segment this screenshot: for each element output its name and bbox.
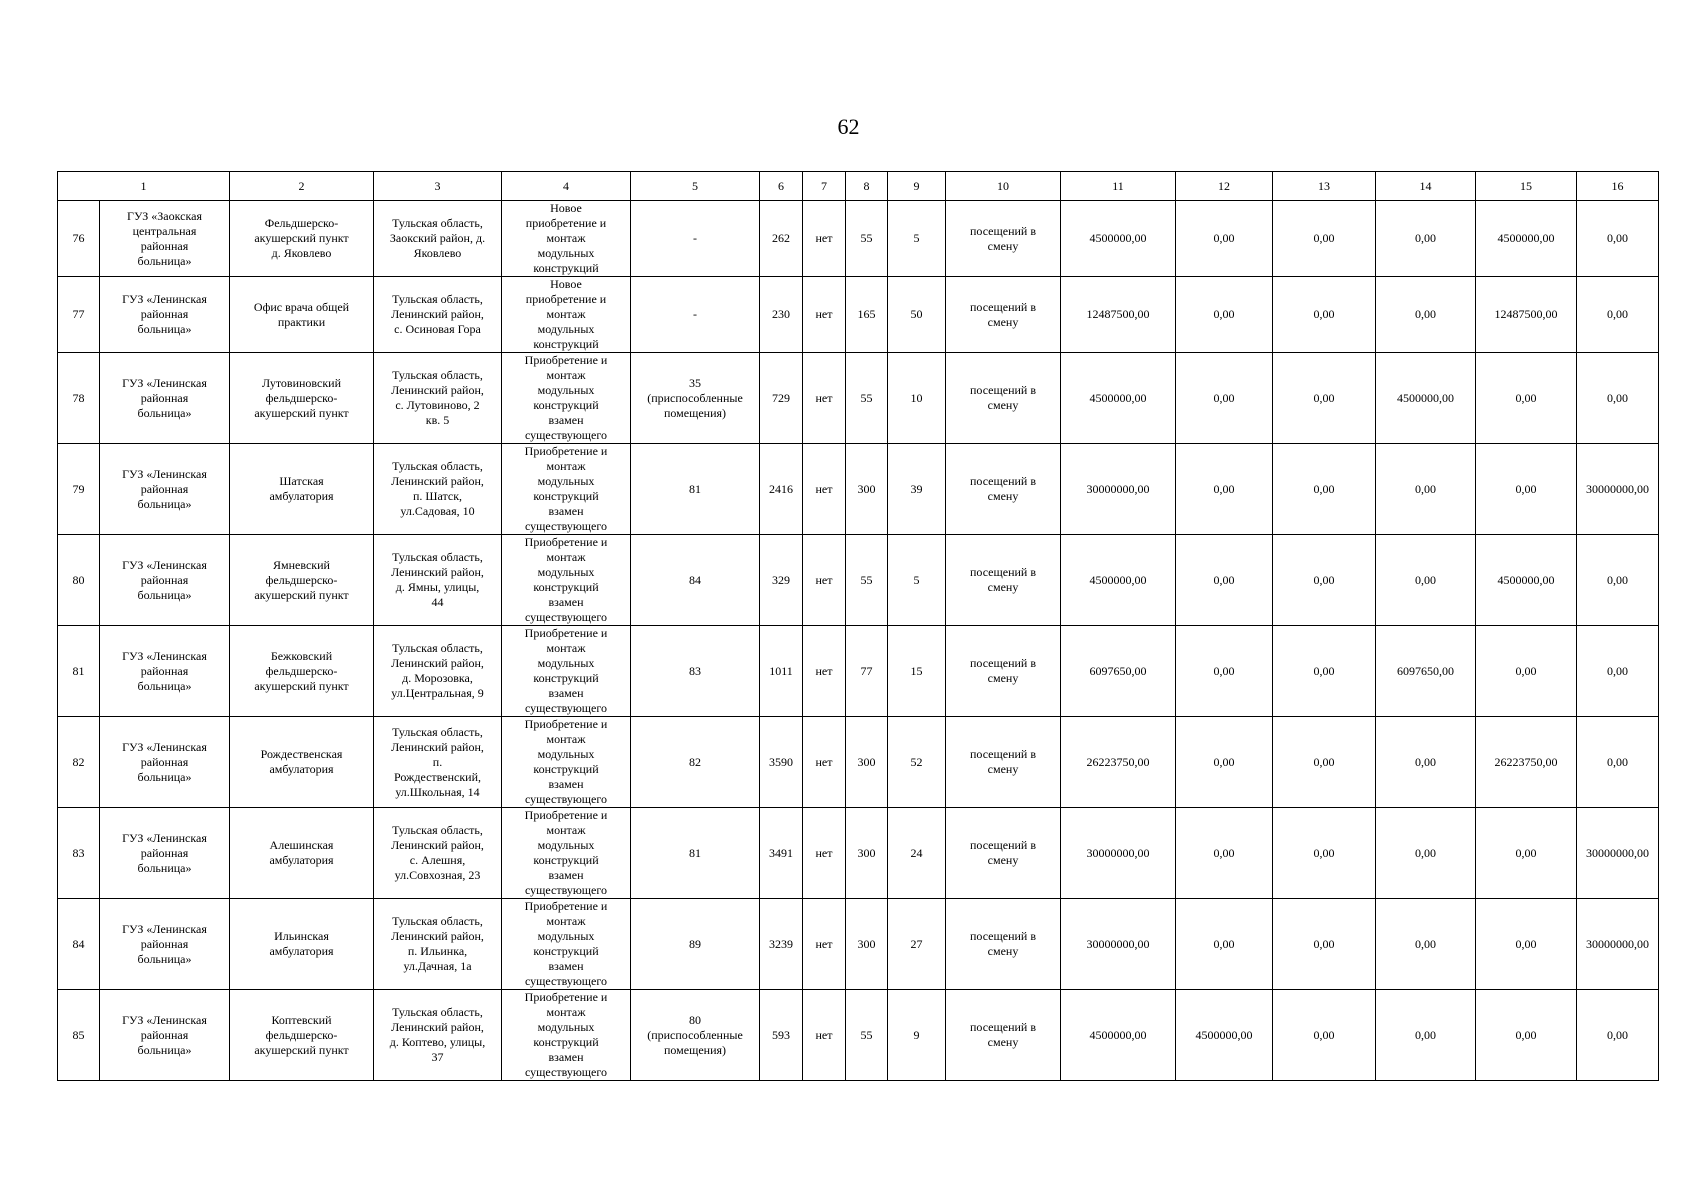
existing-building-cell: -: [631, 277, 760, 353]
capacity-unit-cell: посещений в смену: [946, 990, 1061, 1081]
cost-2020-cell: 0,00: [1273, 717, 1376, 808]
served-population-cell: 262: [760, 201, 803, 277]
cost-2021-cell: 6097650,00: [1376, 626, 1476, 717]
cost-2023-cell: 30000000,00: [1577, 808, 1659, 899]
cost-2022-cell: 12487500,00: [1476, 277, 1577, 353]
facility-name-cell: Алешинская амбулатория: [230, 808, 374, 899]
organization-cell: ГУЗ «Ленинская районная больница»: [100, 717, 230, 808]
facility-name-cell: Лутовиновский фельдшерско- акушерский пункт: [230, 353, 374, 444]
existing-building-cell: 81: [631, 444, 760, 535]
cost-2019-cell: 0,00: [1176, 899, 1273, 990]
header-cell: 1: [58, 172, 230, 201]
cost-2019-cell: 4500000,00: [1176, 990, 1273, 1081]
header-row: [58, 172, 1659, 201]
licence-cell: нет: [803, 626, 846, 717]
organization-cell: ГУЗ «Ленинская районная больница»: [100, 444, 230, 535]
facility-name-cell: Ямневский фельдшерско- акушерский пункт: [230, 535, 374, 626]
licence-cell: нет: [803, 444, 846, 535]
capacity-cell: 300: [846, 899, 888, 990]
row-number-cell: 76: [58, 201, 100, 277]
cost-2020-cell: 0,00: [1273, 277, 1376, 353]
organization-cell: ГУЗ «Ленинская районная больница»: [100, 626, 230, 717]
cost-2022-cell: 0,00: [1476, 626, 1577, 717]
cost-2022-cell: 26223750,00: [1476, 717, 1577, 808]
capacity-unit-cell: посещений в смену: [946, 626, 1061, 717]
capacity-cell: 55: [846, 201, 888, 277]
cost-2021-cell: 0,00: [1376, 535, 1476, 626]
served-population-cell: 1011: [760, 626, 803, 717]
cost-2023-cell: 0,00: [1577, 990, 1659, 1081]
total-cost-cell: 30000000,00: [1061, 444, 1176, 535]
organization-cell: ГУЗ «Ленинская районная больница»: [100, 808, 230, 899]
header-cell: 13: [1273, 172, 1376, 201]
table-row: [58, 808, 1659, 899]
cost-2020-cell: 0,00: [1273, 201, 1376, 277]
row-number-cell: 84: [58, 899, 100, 990]
row-number-cell: 85: [58, 990, 100, 1081]
header-cell: 8: [846, 172, 888, 201]
cost-2019-cell: 0,00: [1176, 277, 1273, 353]
work-type-cell: Приобретение и монтаж модульных конструкций взамен существующего: [502, 808, 631, 899]
staff-cell: 15: [888, 626, 946, 717]
table-row: [58, 899, 1659, 990]
cost-2023-cell: 0,00: [1577, 353, 1659, 444]
table-row: [58, 201, 1659, 277]
work-type-cell: Новое приобретение и монтаж модульных конструкций: [502, 277, 631, 353]
staff-cell: 24: [888, 808, 946, 899]
cost-2020-cell: 0,00: [1273, 808, 1376, 899]
work-type-cell: Приобретение и монтаж модульных конструкций взамен существующего: [502, 626, 631, 717]
organization-cell: ГУЗ «Ленинская районная больница»: [100, 353, 230, 444]
existing-building-cell: 82: [631, 717, 760, 808]
licence-cell: нет: [803, 717, 846, 808]
table-row: [58, 353, 1659, 444]
organization-cell: ГУЗ «Заокская центральная районная больница»: [100, 201, 230, 277]
existing-building-cell: -: [631, 201, 760, 277]
address-cell: Тульская область, Ленинский район, д. Ямны, улицы, 44: [374, 535, 502, 626]
served-population-cell: 2416: [760, 444, 803, 535]
existing-building-cell: 80 (приспособленные помещения): [631, 990, 760, 1081]
staff-cell: 50: [888, 277, 946, 353]
served-population-cell: 3239: [760, 899, 803, 990]
total-cost-cell: 4500000,00: [1061, 990, 1176, 1081]
facility-name-cell: Рождественская амбулатория: [230, 717, 374, 808]
cost-2020-cell: 0,00: [1273, 626, 1376, 717]
cost-2019-cell: 0,00: [1176, 201, 1273, 277]
address-cell: Тульская область, Ленинский район, п. Ильинка, ул.Дачная, 1а: [374, 899, 502, 990]
existing-building-cell: 89: [631, 899, 760, 990]
facility-name-cell: Офис врача общей практики: [230, 277, 374, 353]
total-cost-cell: 4500000,00: [1061, 201, 1176, 277]
capacity-unit-cell: посещений в смену: [946, 444, 1061, 535]
cost-2019-cell: 0,00: [1176, 717, 1273, 808]
staff-cell: 5: [888, 201, 946, 277]
header-cell: 11: [1061, 172, 1176, 201]
cost-2019-cell: 0,00: [1176, 353, 1273, 444]
organization-cell: ГУЗ «Ленинская районная больница»: [100, 277, 230, 353]
staff-cell: 27: [888, 899, 946, 990]
capacity-cell: 55: [846, 353, 888, 444]
organization-cell: ГУЗ «Ленинская районная больница»: [100, 535, 230, 626]
address-cell: Тульская область, Ленинский район, с. Алешня, ул.Совхозная, 23: [374, 808, 502, 899]
header-cell: 2: [230, 172, 374, 201]
total-cost-cell: 30000000,00: [1061, 808, 1176, 899]
row-number-cell: 80: [58, 535, 100, 626]
served-population-cell: 230: [760, 277, 803, 353]
licence-cell: нет: [803, 277, 846, 353]
capacity-cell: 55: [846, 535, 888, 626]
cost-2021-cell: 4500000,00: [1376, 353, 1476, 444]
work-type-cell: Приобретение и монтаж модульных конструкций взамен существующего: [502, 899, 631, 990]
address-cell: Тульская область, Заокский район, д. Яковлево: [374, 201, 502, 277]
table-row: [58, 277, 1659, 353]
cost-2022-cell: 4500000,00: [1476, 535, 1577, 626]
staff-cell: 9: [888, 990, 946, 1081]
staff-cell: 39: [888, 444, 946, 535]
capacity-unit-cell: посещений в смену: [946, 353, 1061, 444]
licence-cell: нет: [803, 353, 846, 444]
cost-2021-cell: 0,00: [1376, 444, 1476, 535]
work-type-cell: Новое приобретение и монтаж модульных конструкций: [502, 201, 631, 277]
cost-2020-cell: 0,00: [1273, 990, 1376, 1081]
capacity-cell: 300: [846, 808, 888, 899]
cost-2019-cell: 0,00: [1176, 535, 1273, 626]
total-cost-cell: 6097650,00: [1061, 626, 1176, 717]
header-cell: 7: [803, 172, 846, 201]
cost-2020-cell: 0,00: [1273, 899, 1376, 990]
cost-2021-cell: 0,00: [1376, 717, 1476, 808]
table-row: [58, 990, 1659, 1081]
cost-2019-cell: 0,00: [1176, 808, 1273, 899]
capacity-unit-cell: посещений в смену: [946, 277, 1061, 353]
served-population-cell: 729: [760, 353, 803, 444]
cost-2020-cell: 0,00: [1273, 535, 1376, 626]
facility-name-cell: Фельдшерско- акушерский пункт д. Яковлево: [230, 201, 374, 277]
cost-2023-cell: 0,00: [1577, 277, 1659, 353]
cost-2023-cell: 30000000,00: [1577, 444, 1659, 535]
cost-2020-cell: 0,00: [1273, 444, 1376, 535]
header-cell: 4: [502, 172, 631, 201]
cost-2022-cell: 0,00: [1476, 353, 1577, 444]
organization-cell: ГУЗ «Ленинская районная больница»: [100, 990, 230, 1081]
existing-building-cell: 83: [631, 626, 760, 717]
staff-cell: 10: [888, 353, 946, 444]
served-population-cell: 329: [760, 535, 803, 626]
cost-2023-cell: 0,00: [1577, 717, 1659, 808]
cost-2020-cell: 0,00: [1273, 353, 1376, 444]
address-cell: Тульская область, Ленинский район, с. Осиновая Гора: [374, 277, 502, 353]
header-cell: 12: [1176, 172, 1273, 201]
work-type-cell: Приобретение и монтаж модульных конструкций взамен существующего: [502, 990, 631, 1081]
row-number-cell: 82: [58, 717, 100, 808]
cost-2019-cell: 0,00: [1176, 626, 1273, 717]
row-number-cell: 78: [58, 353, 100, 444]
cost-2022-cell: 0,00: [1476, 899, 1577, 990]
header-cell: 16: [1577, 172, 1659, 201]
total-cost-cell: 26223750,00: [1061, 717, 1176, 808]
address-cell: Тульская область, Ленинский район, п. Шатск, ул.Садовая, 10: [374, 444, 502, 535]
row-number-cell: 83: [58, 808, 100, 899]
address-cell: Тульская область, Ленинский район, д. Коптево, улицы, 37: [374, 990, 502, 1081]
cost-2023-cell: 30000000,00: [1577, 899, 1659, 990]
capacity-unit-cell: посещений в смену: [946, 808, 1061, 899]
header-cell: 3: [374, 172, 502, 201]
table-row: [58, 626, 1659, 717]
table-row: [58, 444, 1659, 535]
existing-building-cell: 81: [631, 808, 760, 899]
total-cost-cell: 30000000,00: [1061, 899, 1176, 990]
header-cell: 6: [760, 172, 803, 201]
facility-name-cell: Бежковский фельдшерско- акушерский пункт: [230, 626, 374, 717]
served-population-cell: 3590: [760, 717, 803, 808]
facility-name-cell: Шатская амбулатория: [230, 444, 374, 535]
header-cell: 15: [1476, 172, 1577, 201]
work-type-cell: Приобретение и монтаж модульных конструкций взамен существующего: [502, 444, 631, 535]
page-number: 62: [837, 114, 860, 139]
licence-cell: нет: [803, 899, 846, 990]
row-number-cell: 77: [58, 277, 100, 353]
licence-cell: нет: [803, 535, 846, 626]
cost-2021-cell: 0,00: [1376, 277, 1476, 353]
row-number-cell: 79: [58, 444, 100, 535]
table-row: [58, 535, 1659, 626]
capacity-unit-cell: посещений в смену: [946, 535, 1061, 626]
cost-2022-cell: 0,00: [1476, 808, 1577, 899]
row-number-cell: 81: [58, 626, 100, 717]
served-population-cell: 3491: [760, 808, 803, 899]
total-cost-cell: 12487500,00: [1061, 277, 1176, 353]
staff-cell: 52: [888, 717, 946, 808]
staff-cell: 5: [888, 535, 946, 626]
cost-2021-cell: 0,00: [1376, 899, 1476, 990]
cost-2019-cell: 0,00: [1176, 444, 1273, 535]
capacity-cell: 300: [846, 717, 888, 808]
total-cost-cell: 4500000,00: [1061, 353, 1176, 444]
work-type-cell: Приобретение и монтаж модульных конструкций взамен существующего: [502, 353, 631, 444]
facility-name-cell: Ильинская амбулатория: [230, 899, 374, 990]
work-type-cell: Приобретение и монтаж модульных конструкций взамен существующего: [502, 535, 631, 626]
facility-name-cell: Коптевский фельдшерско- акушерский пункт: [230, 990, 374, 1081]
capacity-unit-cell: посещений в смену: [946, 201, 1061, 277]
cost-2022-cell: 0,00: [1476, 444, 1577, 535]
cost-2021-cell: 0,00: [1376, 201, 1476, 277]
work-type-cell: Приобретение и монтаж модульных конструкций взамен существующего: [502, 717, 631, 808]
capacity-unit-cell: посещений в смену: [946, 899, 1061, 990]
organization-cell: ГУЗ «Ленинская районная больница»: [100, 899, 230, 990]
capacity-cell: 165: [846, 277, 888, 353]
cost-2022-cell: 0,00: [1476, 990, 1577, 1081]
cost-2021-cell: 0,00: [1376, 808, 1476, 899]
cost-2023-cell: 0,00: [1577, 201, 1659, 277]
header-cell: 14: [1376, 172, 1476, 201]
cost-2023-cell: 0,00: [1577, 535, 1659, 626]
cost-2023-cell: 0,00: [1577, 626, 1659, 717]
data-table: [57, 171, 1659, 1081]
licence-cell: нет: [803, 990, 846, 1081]
header-cell: 9: [888, 172, 946, 201]
capacity-cell: 55: [846, 990, 888, 1081]
table-row: [58, 717, 1659, 808]
existing-building-cell: 84: [631, 535, 760, 626]
existing-building-cell: 35 (приспособленные помещения): [631, 353, 760, 444]
address-cell: Тульская область, Ленинский район, п. Рождественский, ул.Школьная, 14: [374, 717, 502, 808]
cost-2022-cell: 4500000,00: [1476, 201, 1577, 277]
address-cell: Тульская область, Ленинский район, с. Лутовиново, 2 кв. 5: [374, 353, 502, 444]
total-cost-cell: 4500000,00: [1061, 535, 1176, 626]
header-cell: 5: [631, 172, 760, 201]
licence-cell: нет: [803, 808, 846, 899]
licence-cell: нет: [803, 201, 846, 277]
cost-2021-cell: 0,00: [1376, 990, 1476, 1081]
capacity-cell: 300: [846, 444, 888, 535]
capacity-unit-cell: посещений в смену: [946, 717, 1061, 808]
address-cell: Тульская область, Ленинский район, д. Морозовка, ул.Центральная, 9: [374, 626, 502, 717]
header-cell: 10: [946, 172, 1061, 201]
served-population-cell: 593: [760, 990, 803, 1081]
capacity-cell: 77: [846, 626, 888, 717]
